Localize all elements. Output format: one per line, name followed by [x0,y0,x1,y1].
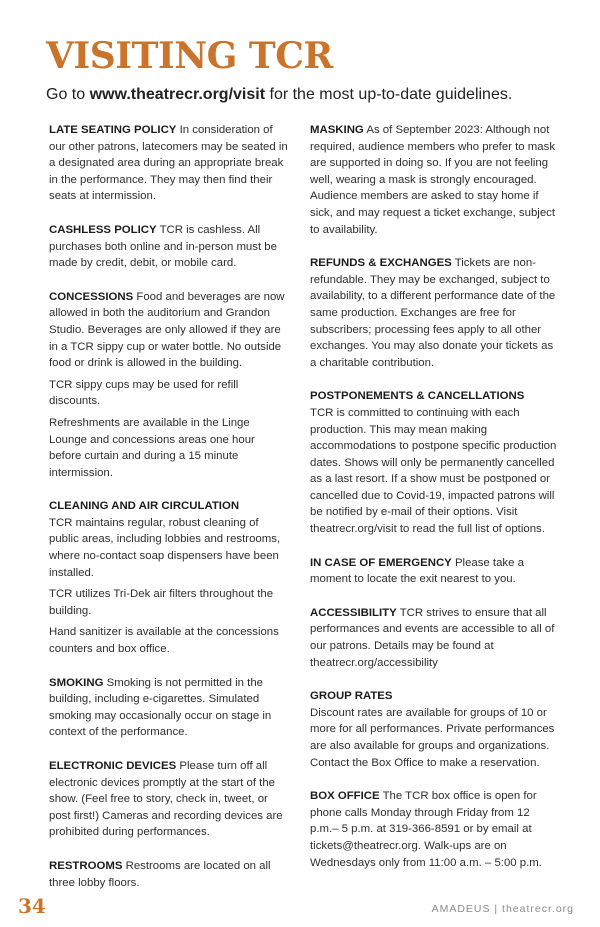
section-paragraph [49,498,289,581]
section-body-text: TCR sippy cups may be used for refill discounts. [49,378,239,408]
section-paragraph [49,377,289,410]
section-paragraph [49,289,289,372]
section-paragraph [49,624,289,657]
section-heading: IN CASE OF EMERGENCY [310,556,452,569]
section-heading: CLEANING AND AIR CIRCULATION [49,500,240,513]
section-heading: REFUNDS & EXCHANGES [310,257,452,270]
section-heading: CASHLESS POLICY [49,223,157,236]
section-body-text: TCR is committed to continuing with each production. This may mean making accommodations to postpone specific production dates. Shows will only be permanently cancelled as a last resort. If a show must be postponed or cancelled due to Covid-19, impacted patrons will be notified by e-mail of their options. Visit theatrecr.org/visit to read the full list of options. [310,406,557,536]
section-body-text: TCR utilizes Tri-Dek air filters throughout the building. [49,588,274,617]
section-body-text: Hand sanitizer is available at the concessions counters and box office. [49,626,279,656]
section-postponements-and-cancellations [310,388,558,537]
section-masking [310,122,558,238]
section-body-text: Food and beverages are now allowed in both the auditorium and Grandon Studio. Beverages are only allowed if they are in a TCR sippy cup or water bottle. No outside food or drink is allowed in the building. [49,290,285,370]
section-paragraph [310,605,558,671]
section-cashless-policy [49,222,289,272]
section-body-text: TCR is cashless. All purchases both online and in-person must be made by credit, debit, or mobile card. [49,223,277,270]
page-title: VISITING TCR [46,35,333,77]
section-body-text: TCR maintains regular, robust cleaning of public areas, including lobbies and restrooms, where no-contact soap dispensers have been installed. [49,516,281,579]
section-heading: ACCESSIBILITY [310,606,397,619]
right-column [310,122,558,888]
section-paragraph [310,788,558,871]
section-in-case-of-emergency [310,555,558,588]
section-group-rates [310,688,558,771]
section-cleaning-and-air-circulation [49,498,289,657]
intro-line [46,86,512,104]
section-paragraph [49,586,289,619]
section-paragraph [49,222,289,272]
section-electronic-devices [49,758,289,841]
section-paragraph [310,555,558,588]
section-paragraph [310,255,558,371]
section-body-text: Please turn off all electronic devices promptly at the start of the show. (Feel free to story, check in, tweet, or post first!) Cameras and recording devices are prohibited during performances. [49,760,283,839]
section-paragraph [49,858,289,891]
section-body-text: Tickets are non-refundable. They may be exchanged, subject to availability, to a different performance date of the same production. Exchanges are free for subscribers; processing fees apply to all other exchanges. You may also donate your tickets as a charitable contribution. [310,257,556,369]
section-heading: MASKING [310,124,364,136]
section-paragraph [310,688,558,771]
section-paragraph [49,415,289,481]
page-number: 34 [18,894,46,918]
section-body-text: Restrooms are located on all three lobby floors. [49,859,271,889]
running-footer: AMADEUS | theatrecr.org [431,903,574,915]
section-paragraph [49,675,289,741]
section-heading: POSTPONEMENTS & CANCELLATIONS [310,390,525,403]
section-heading: SMOKING [49,676,104,689]
section-body-text: In consideration of our other patrons, latecomers may be seated in a designated area during an appropriate break in the performance. They may then find their seats at intermission. [49,124,288,203]
section-body-text: Please take a moment to locate the exit nearest to you. [310,556,524,586]
section-restrooms [49,858,289,891]
section-heading: CONCESSIONS [49,290,134,303]
section-heading: LATE SEATING POLICY [49,124,177,136]
section-paragraph [310,388,558,537]
section-box-office [310,788,558,871]
section-concessions [49,289,289,482]
visit-url: www.theatrecr.org/visit [89,86,266,103]
intro-prefix: Go to [46,86,90,103]
section-paragraph [49,122,289,205]
section-body-text: Refreshments are available in the Linge Lounge and concessions areas one hour before curtain and during a 15 minute intermission. [49,416,255,479]
section-heading: ELECTRONIC DEVICES [49,760,177,772]
left-column [49,122,289,908]
section-paragraph [49,758,289,841]
intro-suffix: for the most up-to-date guidelines. [265,86,513,103]
section-late-seating-policy [49,122,289,205]
section-paragraph [310,122,558,238]
section-body-text: Discount rates are available for groups of 10 or more for all performances. Private performances are also available for groups and organizations. Contact the Box Office to make a reservation. [310,706,555,769]
section-refunds-and-exchanges [310,255,558,371]
section-body-text: The TCR box office is open for phone calls Monday through Friday from 12 p.m.– 5 p.m. at 319-366-8591 or by email at tickets@theatrecr.org. Walk-ups are on Wednesdays only from 11:00 a.m. – 5:00 p.m. [310,790,542,869]
section-body-text: TCR strives to ensure that all performances and events are accessible to all of our patrons. Details may be found at theatrecr.org/accessibility [310,606,555,669]
section-accessibility [310,605,558,671]
section-heading: BOX OFFICE [310,790,380,803]
section-heading: GROUP RATES [310,690,393,703]
section-body-text: As of September 2023: Although not required, audience members who prefer to mask are supported in doing so. If you are not feeling well, wearing a mask is strongly encouraged. Audience members are asked to stay home if sick, and may request a ticket exchange, subject to availability. [310,124,556,236]
section-heading: RESTROOMS [49,859,123,872]
section-smoking [49,675,289,741]
section-body-text: Smoking is not permitted in the building, including e-cigarettes. Simulated smoking may occasionally occur on stage in context of the performance. [49,676,272,739]
